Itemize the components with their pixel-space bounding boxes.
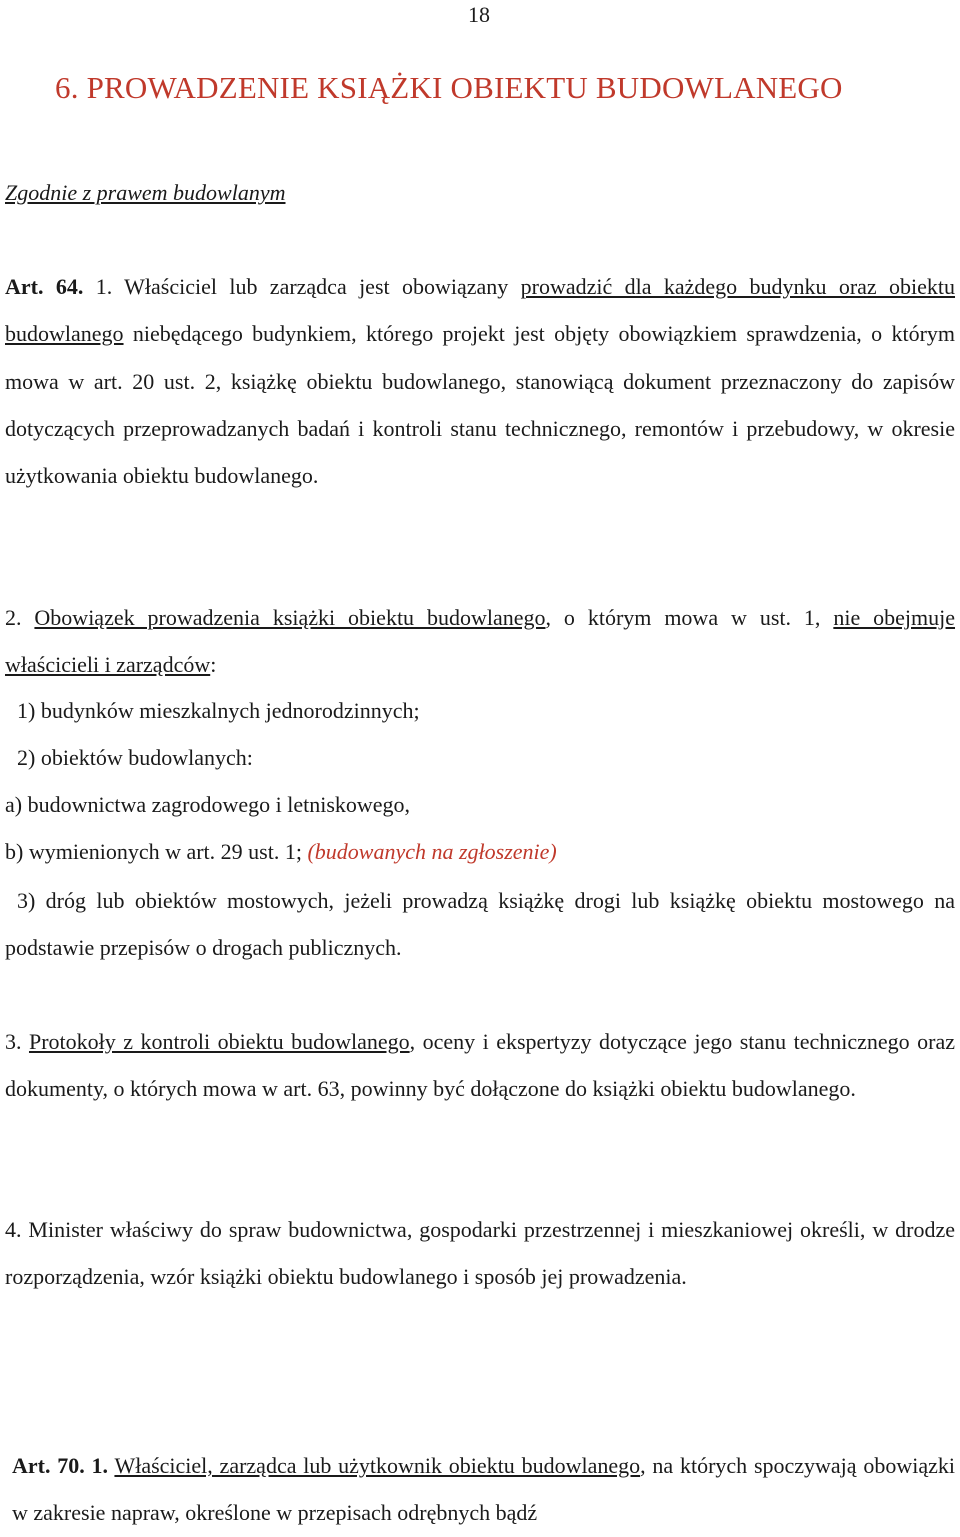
list-item-2: 2) obiektów budowlanych: bbox=[17, 745, 253, 770]
paragraph-text: , na których spoczywają obowiązki w zakresie napraw, określone w przepisach odrębnych bądź bbox=[12, 1453, 955, 1526]
list-item-b-text: b) wymienionych w art. 29 ust. 1; bbox=[5, 839, 302, 864]
paragraph-text: , o którym mowa w ust. 1, bbox=[545, 605, 821, 630]
art64-paragraph-3 bbox=[5, 1018, 955, 1113]
section-heading: 6. PROWADZENIE KSIĄŻKI OBIEKTU BUDOWLANEGO bbox=[55, 70, 843, 105]
paragraph-number: 3. bbox=[5, 1029, 22, 1054]
art64-paragraph-1 bbox=[5, 263, 955, 499]
art64-paragraph-4: 4. Minister właściwy do spraw budownictwa, gospodarki przestrzennej i mieszkaniowej określi, w drodze rozporządzenia, wzór książki obiektu budowlanego i sposób jej prowadzenia. bbox=[5, 1217, 955, 1290]
list-item-3: 3) dróg lub obiektów mostowych, jeżeli prowadzą książkę drogi lub książkę obiektu mostowego na podstawie przepisów o drogach publicznych. bbox=[5, 888, 955, 961]
list-item-1: 1) budynków mieszkalnych jednorodzinnych; bbox=[17, 698, 420, 723]
article-label: Art. 64. bbox=[5, 274, 84, 299]
paragraph-number: 1. bbox=[95, 274, 113, 299]
page-number: 18 bbox=[468, 2, 490, 27]
underlined-text: prowadzić dla każdego budynku oraz obiektu budowlanego bbox=[5, 274, 956, 347]
list-item-b bbox=[5, 839, 557, 865]
paragraph-number: 2. bbox=[5, 605, 22, 630]
paragraph-text: , oceny i ekspertyzy dotyczące jego stanu technicznego oraz dokumenty, o których mowa w art. 63, powinny być dołączone do książki obiektu budowlanego. bbox=[5, 1029, 956, 1102]
annotation-note: (budowanych na zgłoszenie) bbox=[307, 839, 557, 864]
paragraph-text: niebędącego budynkiem, którego projekt jest objęty obowiązkiem sprawdzenia, o którym mowa w art. 20 ust. 2, książkę obiektu budowlanego, stanowiącą dokument przeznaczony do zapisów dotyczących przeprowadzanych badań i kontroli stanu technicznego, remontów i przebudowy, w okresie użytkowania obiektu budowlanego. bbox=[5, 321, 956, 489]
paragraph-text: Właściciel lub zarządca jest obowiązany bbox=[124, 274, 509, 299]
underlined-text: Protokoły z kontroli obiektu budowlanego bbox=[28, 1029, 410, 1054]
underlined-text: Właściciel, zarządca lub użytkownik obiektu budowlanego bbox=[114, 1453, 641, 1478]
art64-paragraph-2 bbox=[5, 594, 955, 689]
paragraph-text: : bbox=[210, 652, 217, 678]
art70-paragraph-1 bbox=[12, 1442, 955, 1537]
underlined-text: nie obejmuje właścicieli i zarządców bbox=[5, 605, 956, 678]
article-label: Art. 70. 1. bbox=[12, 1453, 109, 1478]
list-item-a: a) budownictwa zagrodowego i letniskowego, bbox=[5, 792, 411, 817]
subheading: Zgodnie z prawem budowlanym bbox=[5, 180, 286, 205]
underlined-text: Obowiązek prowadzenia książki obiektu budowlanego bbox=[34, 605, 546, 630]
